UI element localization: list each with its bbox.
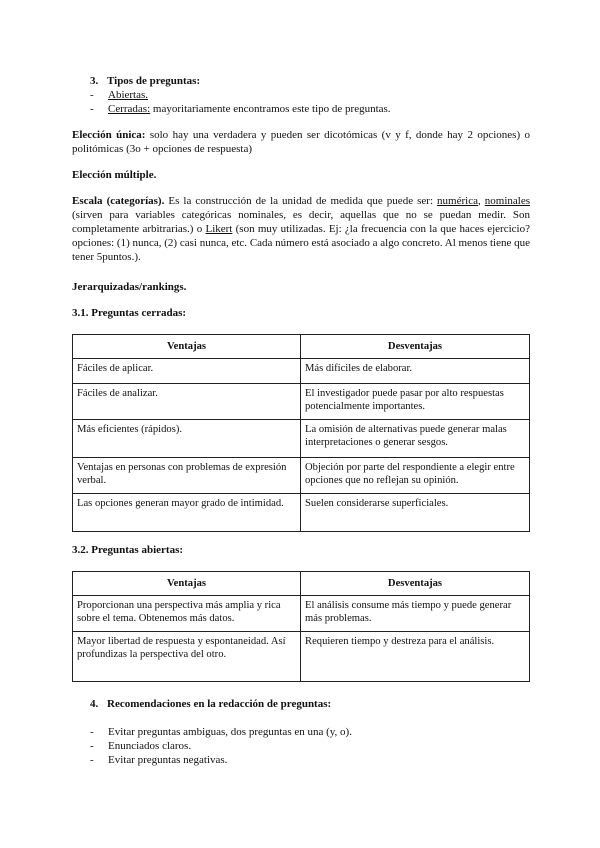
table-row [73, 596, 530, 632]
cerradas-heading: 3.1. Preguntas cerradas: [72, 307, 187, 319]
cell-desventaja: Más difíciles de elaborar. [301, 359, 530, 384]
cell-ventaja: Ventajas en personas con problemas de expresión verbal. [73, 458, 301, 494]
table-row [73, 384, 530, 420]
jerarquizadas-label: Jerarquizadas/rankings. [72, 281, 187, 293]
escala-nominales: nominales [484, 195, 530, 207]
dash-bullet: - [90, 740, 94, 752]
eleccion-unica-text: solo hay una verdadera y pueden ser dicotómicas (v y f, donde hay 2 opciones) o politómicas (3o + opciones de respuesta) [72, 129, 530, 155]
cerradas-table [72, 334, 530, 532]
escala-label: Escala (categorías). [72, 195, 165, 207]
cell-ventaja: Las opciones generan mayor grado de intimidad. [73, 494, 301, 532]
list-item [90, 725, 352, 739]
escala-text: (sirven para variables categóricas nominales, es decir, aquellas que no se puedan medir. Son completamente arbitrarias.) o [72, 209, 530, 235]
cell-ventaja: Fáciles de analizar. [73, 384, 301, 420]
section-3-heading [90, 74, 200, 88]
escala-likert: Likert [205, 223, 233, 235]
escala-numerica: numérica [437, 195, 478, 207]
col-desventajas: Desventajas [301, 335, 530, 359]
table-row [73, 494, 530, 532]
cell-ventaja: Fáciles de aplicar. [73, 359, 301, 384]
cell-ventaja: Proporcionan una perspectiva más amplia y rica sobre el tema. Obtenemos más datos. [73, 596, 301, 632]
col-ventajas: Ventajas [73, 572, 301, 596]
item-text: Enunciados claros. [108, 740, 192, 752]
item-link-cerradas: Cerradas: [108, 103, 151, 115]
cell-desventaja: La omisión de alternativas puede generar malas interpretaciones o generar sesgos. [301, 420, 530, 458]
eleccion-unica-label: Elección única: [72, 129, 146, 141]
cell-desventaja: El investigador puede pasar por alto respuestas potencialmente importantes. [301, 384, 530, 420]
table-row [73, 420, 530, 458]
escala-text: Es la construcción de la unidad de medida que puede ser: [164, 195, 438, 207]
col-desventajas: Desventajas [301, 572, 530, 596]
table-row [73, 632, 530, 682]
list-item [90, 88, 149, 102]
escala-text: (son muy utilizadas. Ej: ¿la frecuencia con la que haces ejercicio? opciones: (1) nunca, (2) casi nunca, etc. Cada número está asociado a algo concreto. Al menos tiene que tener 5puntos.). [72, 223, 530, 263]
list-item [90, 739, 192, 753]
section-3-number: 3. [90, 75, 99, 87]
cell-desventaja: Requieren tiempo y destreza para el análisis. [301, 632, 530, 682]
cell-desventaja: Suelen considerarse superficiales. [301, 494, 530, 532]
table-header-row [73, 335, 530, 359]
cell-ventaja: Más eficientes (rápidos). [73, 420, 301, 458]
item-text: Evitar preguntas ambiguas, dos preguntas en una (y, o). [108, 726, 352, 738]
table-header-row [73, 572, 530, 596]
col-ventajas: Ventajas [73, 335, 301, 359]
table-row [73, 458, 530, 494]
section-4-title: Recomendaciones en la redacción de preguntas: [107, 698, 332, 710]
item-text: mayoritariamente encontramos este tipo de preguntas. [150, 103, 391, 115]
cell-desventaja: El análisis consume más tiempo y puede generar más problemas. [301, 596, 530, 632]
dash-bullet: - [90, 89, 94, 101]
section-4-heading [90, 697, 331, 711]
abiertas-table [72, 571, 530, 682]
dash-bullet: - [90, 103, 94, 115]
item-link-abiertas: Abiertas. [108, 89, 149, 101]
escala-paragraph [72, 194, 530, 264]
abiertas-heading: 3.2. Preguntas abiertas: [72, 544, 184, 556]
escala-text: , [477, 195, 485, 207]
cell-ventaja: Mayor libertad de respuesta y espontaneidad. Así profundizas la perspectiva del otro. [73, 632, 301, 682]
item-text: Evitar preguntas negativas. [108, 754, 228, 766]
section-3-title: Tipos de preguntas: [107, 75, 201, 87]
dash-bullet: - [90, 754, 94, 766]
cell-desventaja: Objeción por parte del respondiente a elegir entre opciones que no reflejan su opinión. [301, 458, 530, 494]
table-row [73, 359, 530, 384]
list-item [90, 753, 228, 767]
eleccion-multiple-label: Elección múltiple. [72, 169, 157, 181]
dash-bullet: - [90, 726, 94, 738]
list-item [90, 102, 391, 116]
eleccion-unica-paragraph [72, 128, 530, 156]
section-4-number: 4. [90, 698, 99, 710]
